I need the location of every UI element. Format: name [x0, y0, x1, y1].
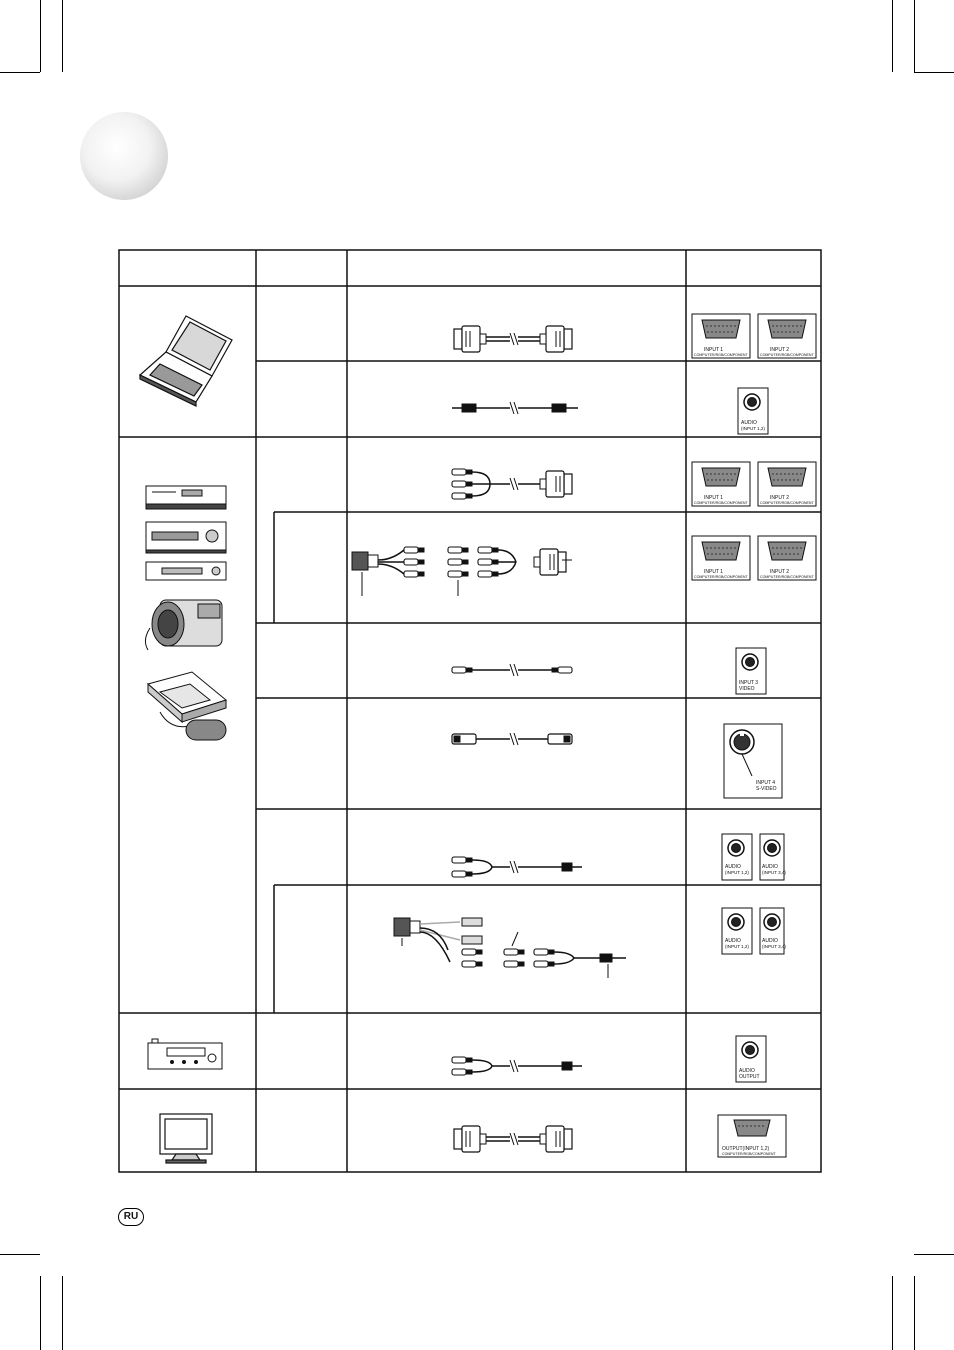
- svg-text:INPUT 2: INPUT 2: [770, 495, 790, 501]
- table-frame: [119, 250, 821, 1172]
- audio-in-port: [738, 388, 768, 434]
- svg-text:AUDIO: AUDIO: [762, 938, 778, 944]
- monitor-icon: [160, 1114, 212, 1163]
- svg-text:S-VIDEO: S-VIDEO: [756, 786, 777, 792]
- s-video-port: [724, 724, 782, 798]
- rca-audio-cable: [452, 857, 582, 877]
- svg-text:(INPUT 1,2): (INPUT 1,2): [725, 870, 749, 875]
- svg-text:COMPUTER/RGB/COMPONENT: COMPUTER/RGB/COMPONENT: [694, 501, 748, 505]
- svg-text:COMPUTER/RGB/COMPONENT: COMPUTER/RGB/COMPONENT: [694, 353, 748, 357]
- audio-in-port-12: [722, 834, 752, 880]
- dvd-player-icon: [146, 486, 226, 509]
- svg-text:(INPUT 1,2): (INPUT 1,2): [725, 944, 749, 949]
- svg-text:INPUT 2: INPUT 2: [770, 569, 790, 575]
- output-port: [718, 1115, 786, 1157]
- svg-text:INPUT 1: INPUT 1: [704, 495, 724, 501]
- input1-port: [692, 314, 750, 358]
- input1-port: [692, 536, 750, 580]
- svg-text:COMPUTER/RGB/COMPONENT: COMPUTER/RGB/COMPONENT: [722, 1152, 776, 1156]
- s-video-cable: [452, 733, 572, 745]
- input2-port: [758, 536, 816, 580]
- video-cable: [452, 664, 572, 676]
- svg-text:COMPUTER/RGB/COMPONENT: COMPUTER/RGB/COMPONENT: [760, 501, 814, 505]
- svg-text:INPUT 4: INPUT 4: [756, 780, 776, 786]
- svg-text:AUDIO: AUDIO: [762, 864, 778, 870]
- monitor-rgb-cable: [454, 1126, 572, 1152]
- language-badge: RU: [118, 1208, 144, 1226]
- component-rgb-cable: [452, 469, 572, 499]
- svg-text:OUTPUT: OUTPUT: [739, 1074, 760, 1080]
- svg-text:INPUT 1: INPUT 1: [704, 569, 724, 575]
- audio-out-port: [736, 1036, 766, 1082]
- svg-text:COMPUTER/RGB/COMPONENT: COMPUTER/RGB/COMPONENT: [694, 575, 748, 579]
- svg-text:AUDIO: AUDIO: [725, 938, 741, 944]
- input2-port: [758, 462, 816, 506]
- audio-in-port-34: [760, 834, 786, 880]
- camcorder-icon: [145, 600, 222, 650]
- video-port: [736, 648, 766, 694]
- laptop-icon: [140, 316, 232, 406]
- svg-text:AUDIO: AUDIO: [725, 864, 741, 870]
- audio-in-port-12: [722, 908, 752, 954]
- svg-text:VIDEO: VIDEO: [739, 686, 755, 692]
- svg-text:OUTPUT(INPUT 1,2): OUTPUT(INPUT 1,2): [722, 1146, 770, 1152]
- svg-text:COMPUTER/RGB/COMPONENT: COMPUTER/RGB/COMPONENT: [760, 575, 814, 579]
- vcr-icon: [146, 522, 226, 553]
- svg-text:(INPUT 3,4): (INPUT 3,4): [762, 944, 786, 949]
- input2-port: [758, 314, 816, 358]
- svg-text:AUDIO: AUDIO: [741, 420, 757, 426]
- svg-text:INPUT 2: INPUT 2: [770, 347, 790, 353]
- rgb-cable: [454, 326, 572, 352]
- svg-text:(INPUT 3,4): (INPUT 3,4): [762, 870, 786, 875]
- audio-amplifier-icon: [148, 1039, 222, 1069]
- game-console-icon: [148, 672, 226, 740]
- input1-port: [692, 462, 750, 506]
- audio-output-cable: [452, 1057, 582, 1075]
- svg-text:(INPUT 1,2): (INPUT 1,2): [741, 426, 765, 431]
- svg-text:AUDIO: AUDIO: [739, 1068, 755, 1074]
- component-adapter-cable: [352, 547, 572, 596]
- svg-text:INPUT 3: INPUT 3: [739, 680, 759, 686]
- svg-text:INPUT 1: INPUT 1: [704, 347, 724, 353]
- audio-adapter-cable: [394, 918, 626, 978]
- audio-minijack-cable: [452, 402, 578, 414]
- audio-in-port-34: [760, 908, 786, 954]
- svg-text:COMPUTER/RGB/COMPONENT: COMPUTER/RGB/COMPONENT: [760, 353, 814, 357]
- set-top-box-icon: [146, 562, 226, 580]
